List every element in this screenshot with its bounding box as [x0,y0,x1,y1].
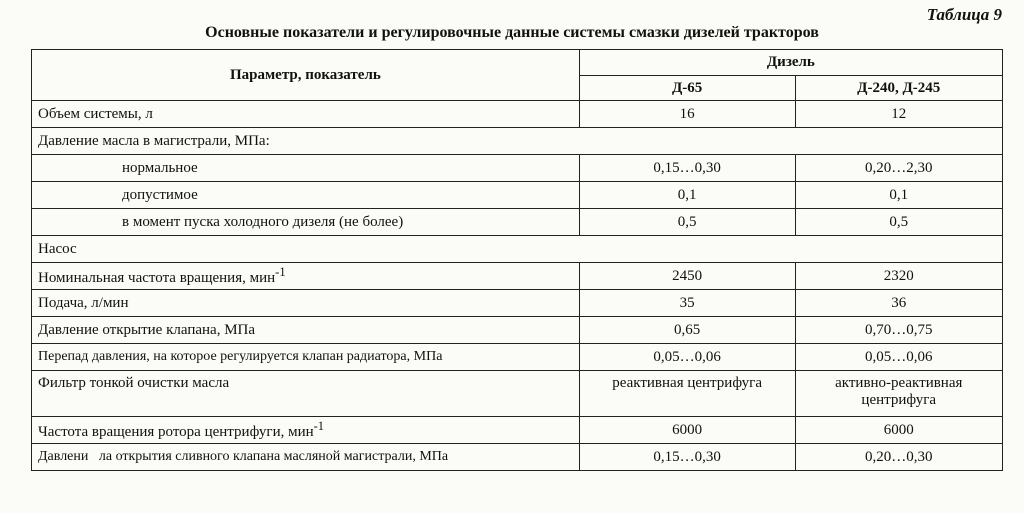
d240-value: 36 [795,290,1003,317]
d240-value: 0,1 [795,182,1003,209]
section-header-pump: Насос [32,236,1003,263]
param-cell [32,417,580,444]
d240-value: 0,20…0,30 [795,444,1003,471]
table-row [32,182,1003,209]
table-row [32,155,1003,182]
param-cell: нормальное [32,155,580,182]
d240-value: 0,5 [795,209,1003,236]
d65-value: 0,65 [579,317,795,344]
d65-value: 0,15…0,30 [579,155,795,182]
table-row [32,444,1003,471]
d65-value: 35 [579,290,795,317]
table-number-label: Таблица 9 [926,5,1002,24]
table-row [32,101,1003,128]
d240-value: 0,20…2,30 [795,155,1003,182]
table-row [32,236,1003,263]
d240-value: 0,05…0,06 [795,344,1003,371]
table-row [32,290,1003,317]
param-cell: в момент пуска холодного дизеля (не более) [32,209,580,236]
d240-value: 0,70…0,75 [795,317,1003,344]
header-parameter: Параметр, показатель [32,50,580,101]
table-row [32,209,1003,236]
table-row [32,263,1003,290]
d240-value: активно-реактивная центрифуга [795,371,1003,417]
table-row [32,317,1003,344]
table-caption: Основные показатели и регулировочные данные системы смазки дизелей тракторов [205,24,819,41]
d65-value: 2450 [579,263,795,290]
d65-value: 6000 [579,417,795,444]
section-header-oil-pressure: Давление масла в магистрали, МПа: [32,128,1003,155]
superscript: -1 [313,418,325,433]
param-cell: допустимое [32,182,580,209]
param-cell: Перепад давления, на которое регулируется клапан радиатора, МПа [32,344,580,371]
param-cell [32,263,580,290]
lubrication-data-table [31,49,1003,471]
header-diesel: Дизель [579,50,1002,76]
superscript: -1 [275,264,286,279]
param-cell: Подача, л/мин [32,290,580,317]
d240-value: 2320 [795,263,1003,290]
d240-value: 6000 [795,417,1003,444]
d65-value: 0,15…0,30 [579,444,795,471]
d65-value: реактивная центрифуга [579,371,795,417]
table-row [32,128,1003,155]
header-d240: Д-240, Д-245 [795,76,1003,101]
param-text: Частота вращения ротора центрифуги, мин [38,423,314,440]
d65-value: 0,05…0,06 [579,344,795,371]
d65-value: 0,1 [579,182,795,209]
param-cell: Давление открытие клапана, МПа [32,317,580,344]
param-text: Номинальная частота вращения, мин [38,269,276,286]
table-row [32,344,1003,371]
header-d65: Д-65 [579,76,795,101]
d65-value: 0,5 [579,209,795,236]
param-cell: Давлени ла открытия сливного клапана масляной магистрали, МПа [32,444,580,471]
table-row [32,417,1003,444]
d240-value: 12 [795,101,1003,128]
param-cell: Фильтр тонкой очистки масла [32,371,580,417]
param-cell: Объем системы, л [32,101,580,128]
d65-value: 16 [579,101,795,128]
table-row [32,371,1003,417]
